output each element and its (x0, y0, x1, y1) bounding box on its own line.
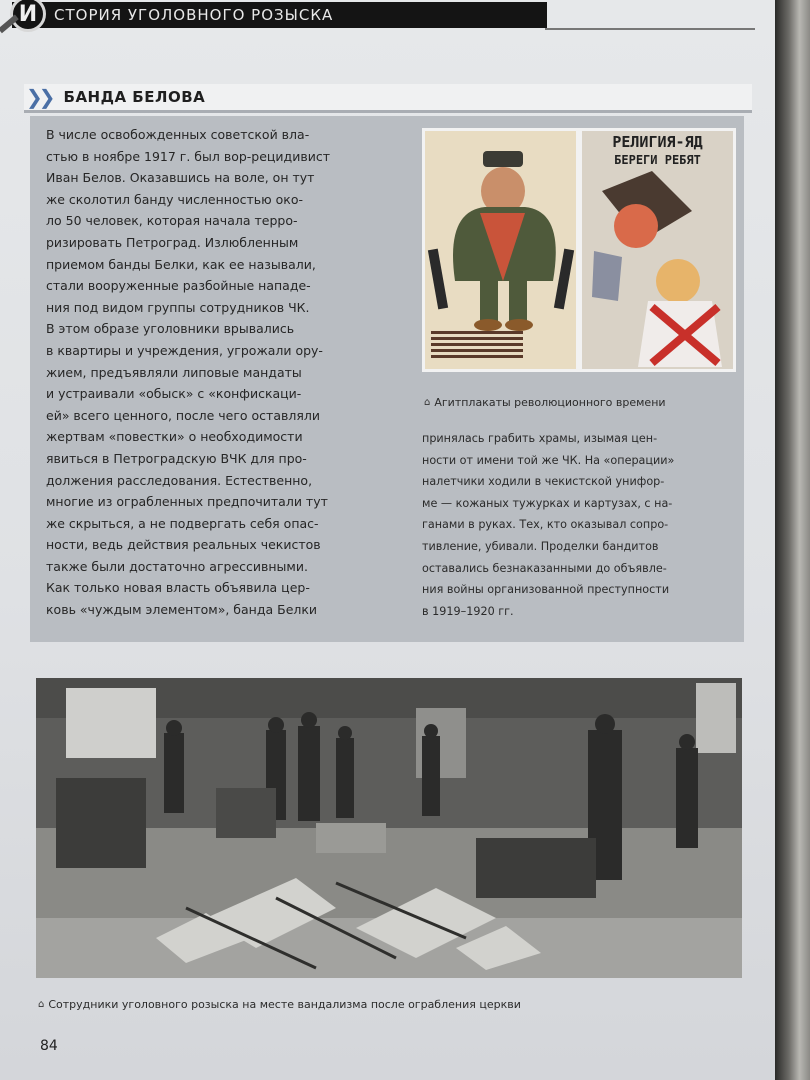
poster-right-image (582, 131, 733, 369)
poster-left-caption-strip (431, 331, 523, 361)
text-line: ния войны организованной преступности (422, 583, 670, 597)
text-line: стью в ноябре 1917 г. был вор-рецидивист (46, 148, 330, 164)
text-line: явиться в Петроградскую ВЧК для про- (46, 450, 307, 466)
camera-icon: ⌂ (424, 397, 431, 408)
posters-caption-text: Агитплакаты революционного времени (434, 396, 666, 409)
photo-caption (38, 998, 521, 1011)
text-line: стали вооруженные разбойные нападе- (46, 278, 311, 294)
text-line: ности от имени той же ЧК. На «операции» (422, 453, 675, 467)
text-line: ло 50 человек, которая начала терро- (46, 213, 298, 229)
header-initial: И (18, 1, 38, 27)
text-line: В этом образе уголовники врывались (46, 321, 295, 337)
page-number: 84 (40, 1038, 58, 1054)
article-text-right (422, 428, 737, 622)
text-line: также были достаточно агрессивными. (46, 558, 308, 574)
running-header (12, 2, 547, 28)
camera-icon: ⌂ (38, 999, 45, 1010)
text-line: в квартиры и учреждения, угрожали ору- (46, 342, 323, 358)
header-title: СТОРИЯ УГОЛОВНОГО РОЗЫСКА (54, 6, 334, 24)
text-line: жертвам «повестки» о необходимости (46, 429, 303, 445)
text-line: должения расследования. Естественно, (46, 472, 313, 488)
text-line: многие из ограбленных предпочитали тут (46, 494, 328, 510)
text-line: ности, ведь действия реальных чекистов (46, 537, 321, 553)
text-line: ме — кожаных тужурках и картузах, с на- (422, 496, 673, 510)
text-line: Как только новая власть объявила цер- (46, 580, 310, 596)
section-title: БАНДА БЕЛОВА (63, 88, 206, 106)
text-line: ковь «чуждым элементом», банда Белки (46, 602, 318, 618)
poster-right-title: РЕЛИГИЯ-ЯД (612, 133, 703, 151)
text-line: жием, предъявляли липовые мандаты (46, 364, 302, 380)
poster-left-image (425, 131, 576, 369)
photo-caption-text: Сотрудники уголовного розыска на месте вандализма после ограбления церкви (48, 998, 521, 1011)
poster-right-subtitle: БЕРЕГИ РЕБЯТ (614, 153, 701, 167)
text-line: же скрыться, а не подвергать себя опас- (46, 515, 319, 531)
text-line: принялась грабить храмы, изымая цен- (422, 432, 658, 445)
text-line: ганами в руках. Тех, кто оказывал сопро- (422, 518, 669, 532)
double-chevron-icon: ❯❯ (26, 85, 52, 109)
church-photo (36, 678, 742, 978)
text-line: и устраивали «обыск» с «конфискаци- (46, 386, 302, 402)
next-page-edge (775, 0, 810, 1080)
text-line: налетчики ходили в чекистской унифор- (422, 475, 665, 489)
text-line: же сколотил банду численностью око- (46, 191, 303, 207)
section-heading-bar (24, 84, 752, 113)
text-line: ния под видом группы сотрудников ЧК. (46, 299, 310, 315)
posters-caption (424, 396, 666, 409)
header-rule (545, 28, 755, 30)
text-line: приемом банды Белки, как ее называли, (46, 256, 316, 272)
text-line: в 1919–1920 гг. (422, 604, 514, 618)
posters-image (422, 128, 736, 372)
vandalized-church-interior (36, 678, 742, 978)
text-line: тивление, убивали. Проделки бандитов (422, 539, 659, 553)
text-line: В числе освобожденных советской вла- (46, 127, 310, 142)
article-text-left (46, 124, 376, 621)
text-line: ей» всего ценного, после чего оставляли (46, 407, 320, 423)
text-line: оставались безнаказанными до объявле- (422, 561, 667, 575)
text-line: Иван Белов. Оказавшись на воле, он тут (46, 170, 315, 186)
text-line: ризировать Петроград. Излюбленным (46, 234, 299, 250)
